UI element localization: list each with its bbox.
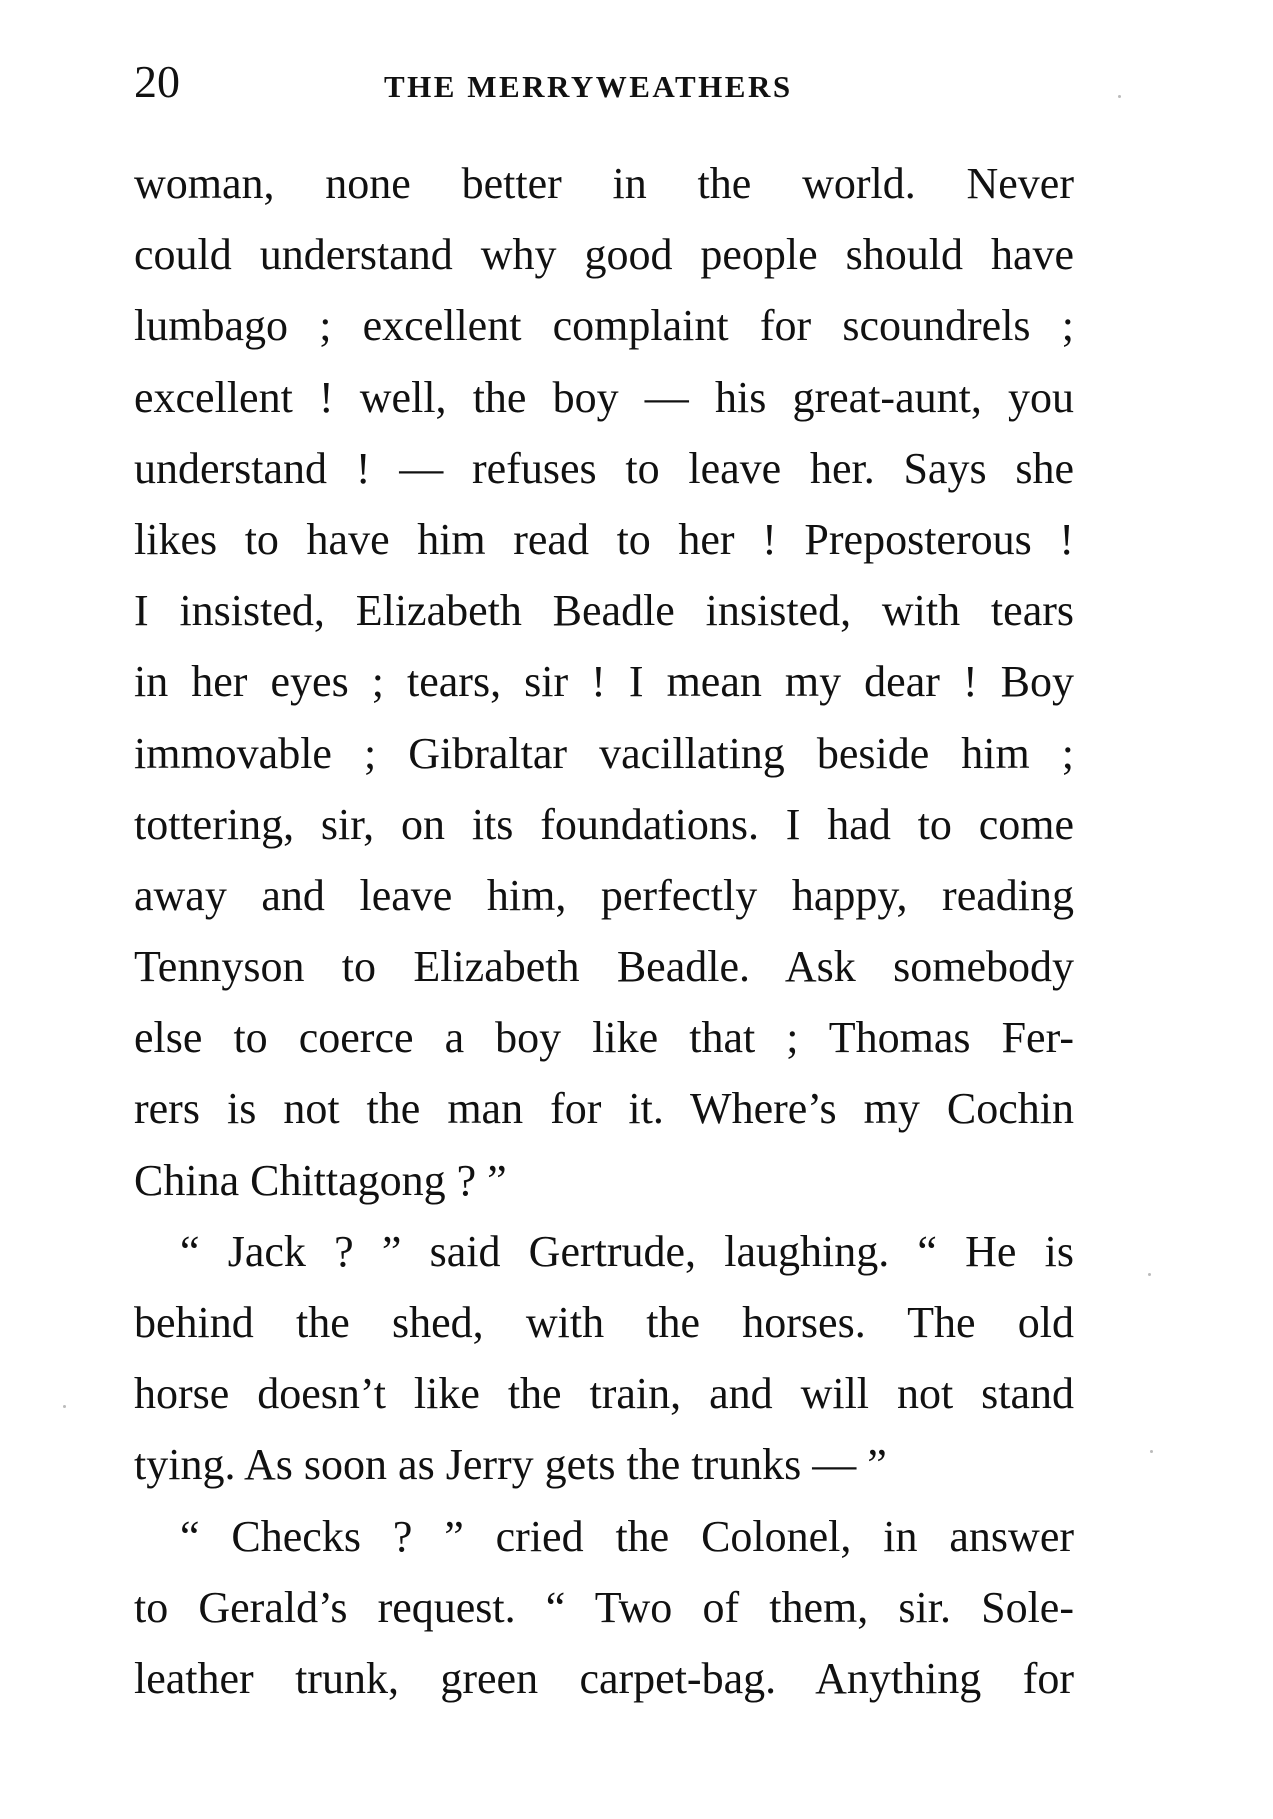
running-title: THE MERRYWEATHERS: [384, 69, 793, 104]
text-line: China Chittagong ? ”: [134, 1155, 507, 1205]
text-line: woman, none better in the world. Never: [134, 159, 1074, 208]
text-line: “ Jack ? ” said Gertrude, laughing. “ He is: [180, 1226, 1074, 1276]
text-line: immovable ; Gibraltar vacillating beside him ;: [134, 728, 1074, 778]
text-line: in her eyes ; tears, sir ! I mean my dear ! Boy: [134, 657, 1074, 707]
text-line: excellent ! well, the boy — his great-aunt, you: [134, 372, 1074, 422]
text-line: “ Checks ? ” cried the Colonel, in answer: [180, 1511, 1074, 1561]
text-line: tottering, sir, on its foundations. I had to come: [134, 799, 1074, 849]
text-line: leather trunk, green carpet-bag. Anything for: [134, 1653, 1074, 1703]
text-line: Tennyson to Elizabeth Beadle. Ask somebody: [134, 942, 1074, 992]
page-header: [134, 52, 1074, 112]
text-line: understand ! — refuses to leave her. Says she: [134, 443, 1074, 493]
text-line: else to coerce a boy like that ; Thomas Fer-: [134, 1013, 1074, 1063]
text-line: rers is not the man for it. Where’s my Cochin: [134, 1084, 1074, 1134]
paper-speck: [1148, 1273, 1151, 1276]
text-line: likes to have him read to her ! Preposterous !: [134, 514, 1074, 564]
text-line: to Gerald’s request. “ Two of them, sir. Sole-: [134, 1582, 1074, 1632]
text-line: I insisted, Elizabeth Beadle insisted, with tears: [134, 586, 1074, 636]
body-text: [134, 148, 1074, 1714]
paper-speck: [1118, 95, 1121, 98]
text-line: tying. As soon as Jerry gets the trunks — ”: [134, 1440, 887, 1490]
paper-speck: [63, 1405, 66, 1408]
text-line: could understand why good people should have: [134, 230, 1074, 280]
text-line: horse doesn’t like the train, and will not stand: [134, 1369, 1074, 1419]
paper-speck: [1150, 1450, 1153, 1453]
text-line: lumbago ; excellent complaint for scoundrels ;: [134, 301, 1074, 351]
text-line: behind the shed, with the horses. The old: [134, 1298, 1074, 1347]
text-line: away and leave him, perfectly happy, reading: [134, 870, 1074, 920]
page-number: 20: [134, 56, 180, 107]
